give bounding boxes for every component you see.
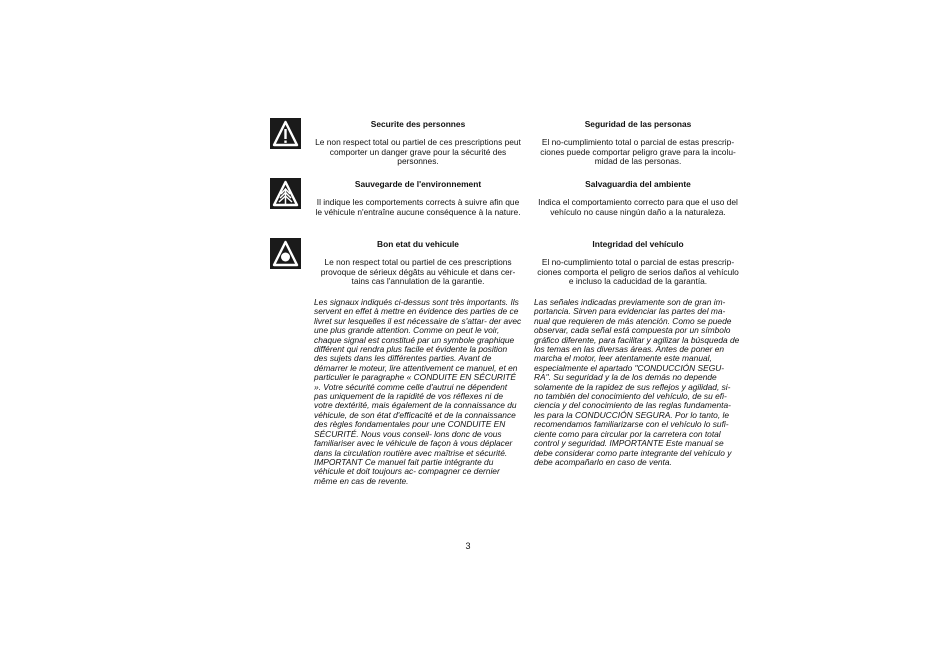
section-title-fr: Sauvegarde de l'environnement	[354, 179, 482, 189]
vehicle-integrity-triangle-icon	[270, 238, 301, 269]
spanish-paragraph-block	[534, 298, 742, 467]
spanish-column	[534, 120, 742, 167]
spanish-column	[534, 240, 742, 287]
french-paragraph: Les signaux indiqués ci-dessus sont très importants. Ils servent en effet à mettre en évidence des parties de ce livret sur lesquelles il est nécessaire de s'attar- der avec une plus grande attention. Comme on peut le voir, chaque signal est constitué par un symbole graphique différent qui rendra plus facile et évidente la position des sujets dans les différentes parties. Avant de démarrer le moteur, lire attentivement ce manuel, et en particulier le paragraphe « CONDUITE EN SÉCURITÉ ». Votre sécurité comme celle d'autrui ne dépendent pas uniquement de la rapidité de vos réflexes ni de votre dextérité, mais également de la connaissance du véhicule, de son état d'efficacité et de la connaissance des règles fondamentales pour une CONDUITE EN SÉCURITÉ. Nous vous conseil- lons donc de vous familiariser avec le véhicule de façon à vous déplacer dans la circulation routière avec maîtrise et sécurité. IMPORTANT Ce manuel fait partie intégrante du véhicule et doit toujours ac- compagner ce dernier même en cas de revente.	[314, 297, 522, 486]
spanish-column	[534, 180, 742, 217]
section-body-fr: Le non respect total ou partiel de ces prescriptions peut comporter un danger grave pour la sécurité des personnes.	[315, 137, 521, 167]
page-number: 3	[465, 541, 471, 551]
section-title-fr: Securite des personnes	[370, 119, 466, 129]
section-body-es: El no-cumplimiento total o parcial de estas prescrip- ciones comporta el peligro de serios daños al vehículo e incluso la caducidad de la garantía.	[537, 257, 739, 287]
french-column	[314, 120, 522, 167]
french-column	[314, 180, 522, 217]
section-title-es: Integridad del vehículo	[592, 239, 684, 249]
section-body-fr: Le non respect total ou partiel de ces prescriptions provoque de sérieux dégâts au véhicule et dans cer- tains cas l'annulation de la garantie.	[320, 257, 516, 287]
warning-triangle-exclamation-icon	[270, 118, 301, 149]
section-body-es: El no-cumplimiento total o parcial de estas prescrip- ciones puede comportar peligro grave para la incolu- midad de las personas.	[540, 137, 736, 167]
section-title-fr: Bon etat du vehicule	[377, 239, 459, 249]
environment-tree-icon	[270, 178, 301, 209]
spanish-paragraph: Las señales indicadas previamente son de gran im- portancia. Sirven para evidenciar las partes del ma- nual que requieren de más atención. Como se puede observar, cada señal está compuesta por un símbolo gráfico diferente, para facilitar y agilizar la búsqueda de los temas en las diversas áreas. Antes de poner en marcha el motor, leer atentamente este manual, especialmente el apartado "CONDUCCIÓN SEGU- RA". Su seguridad y la de los demás no depende solamente de la rapidez de sus reflejos y agilidad, si- no también del conocimiento del vehículo, de su efi- ciencia y del conocimiento de las reglas fundamenta- les para la CONDUCCIÓN SEGURA. Por lo tanto, le recomendamos familiarizarse con el vehículo lo sufi- ciente como para circular por la carretera con total control y seguridad. IMPORTANTE Este manual se debe considerar como parte integrante del vehículo y debe acompañarlo en caso de venta.	[534, 297, 740, 467]
french-column	[314, 240, 522, 287]
french-paragraph-block	[314, 298, 522, 486]
section-title-es: Seguridad de las personas	[584, 119, 692, 129]
section-title-es: Salvaguardia del ambiente	[585, 179, 691, 189]
section-body-es: Indica el comportamiento correcto para que el uso del vehículo no cause ningún daño a la naturaleza.	[538, 197, 738, 217]
section-body-fr: Il indique les comportements corrects à suivre afin que le véhicule n'entraîne aucune conséquence à la nature.	[315, 197, 521, 217]
